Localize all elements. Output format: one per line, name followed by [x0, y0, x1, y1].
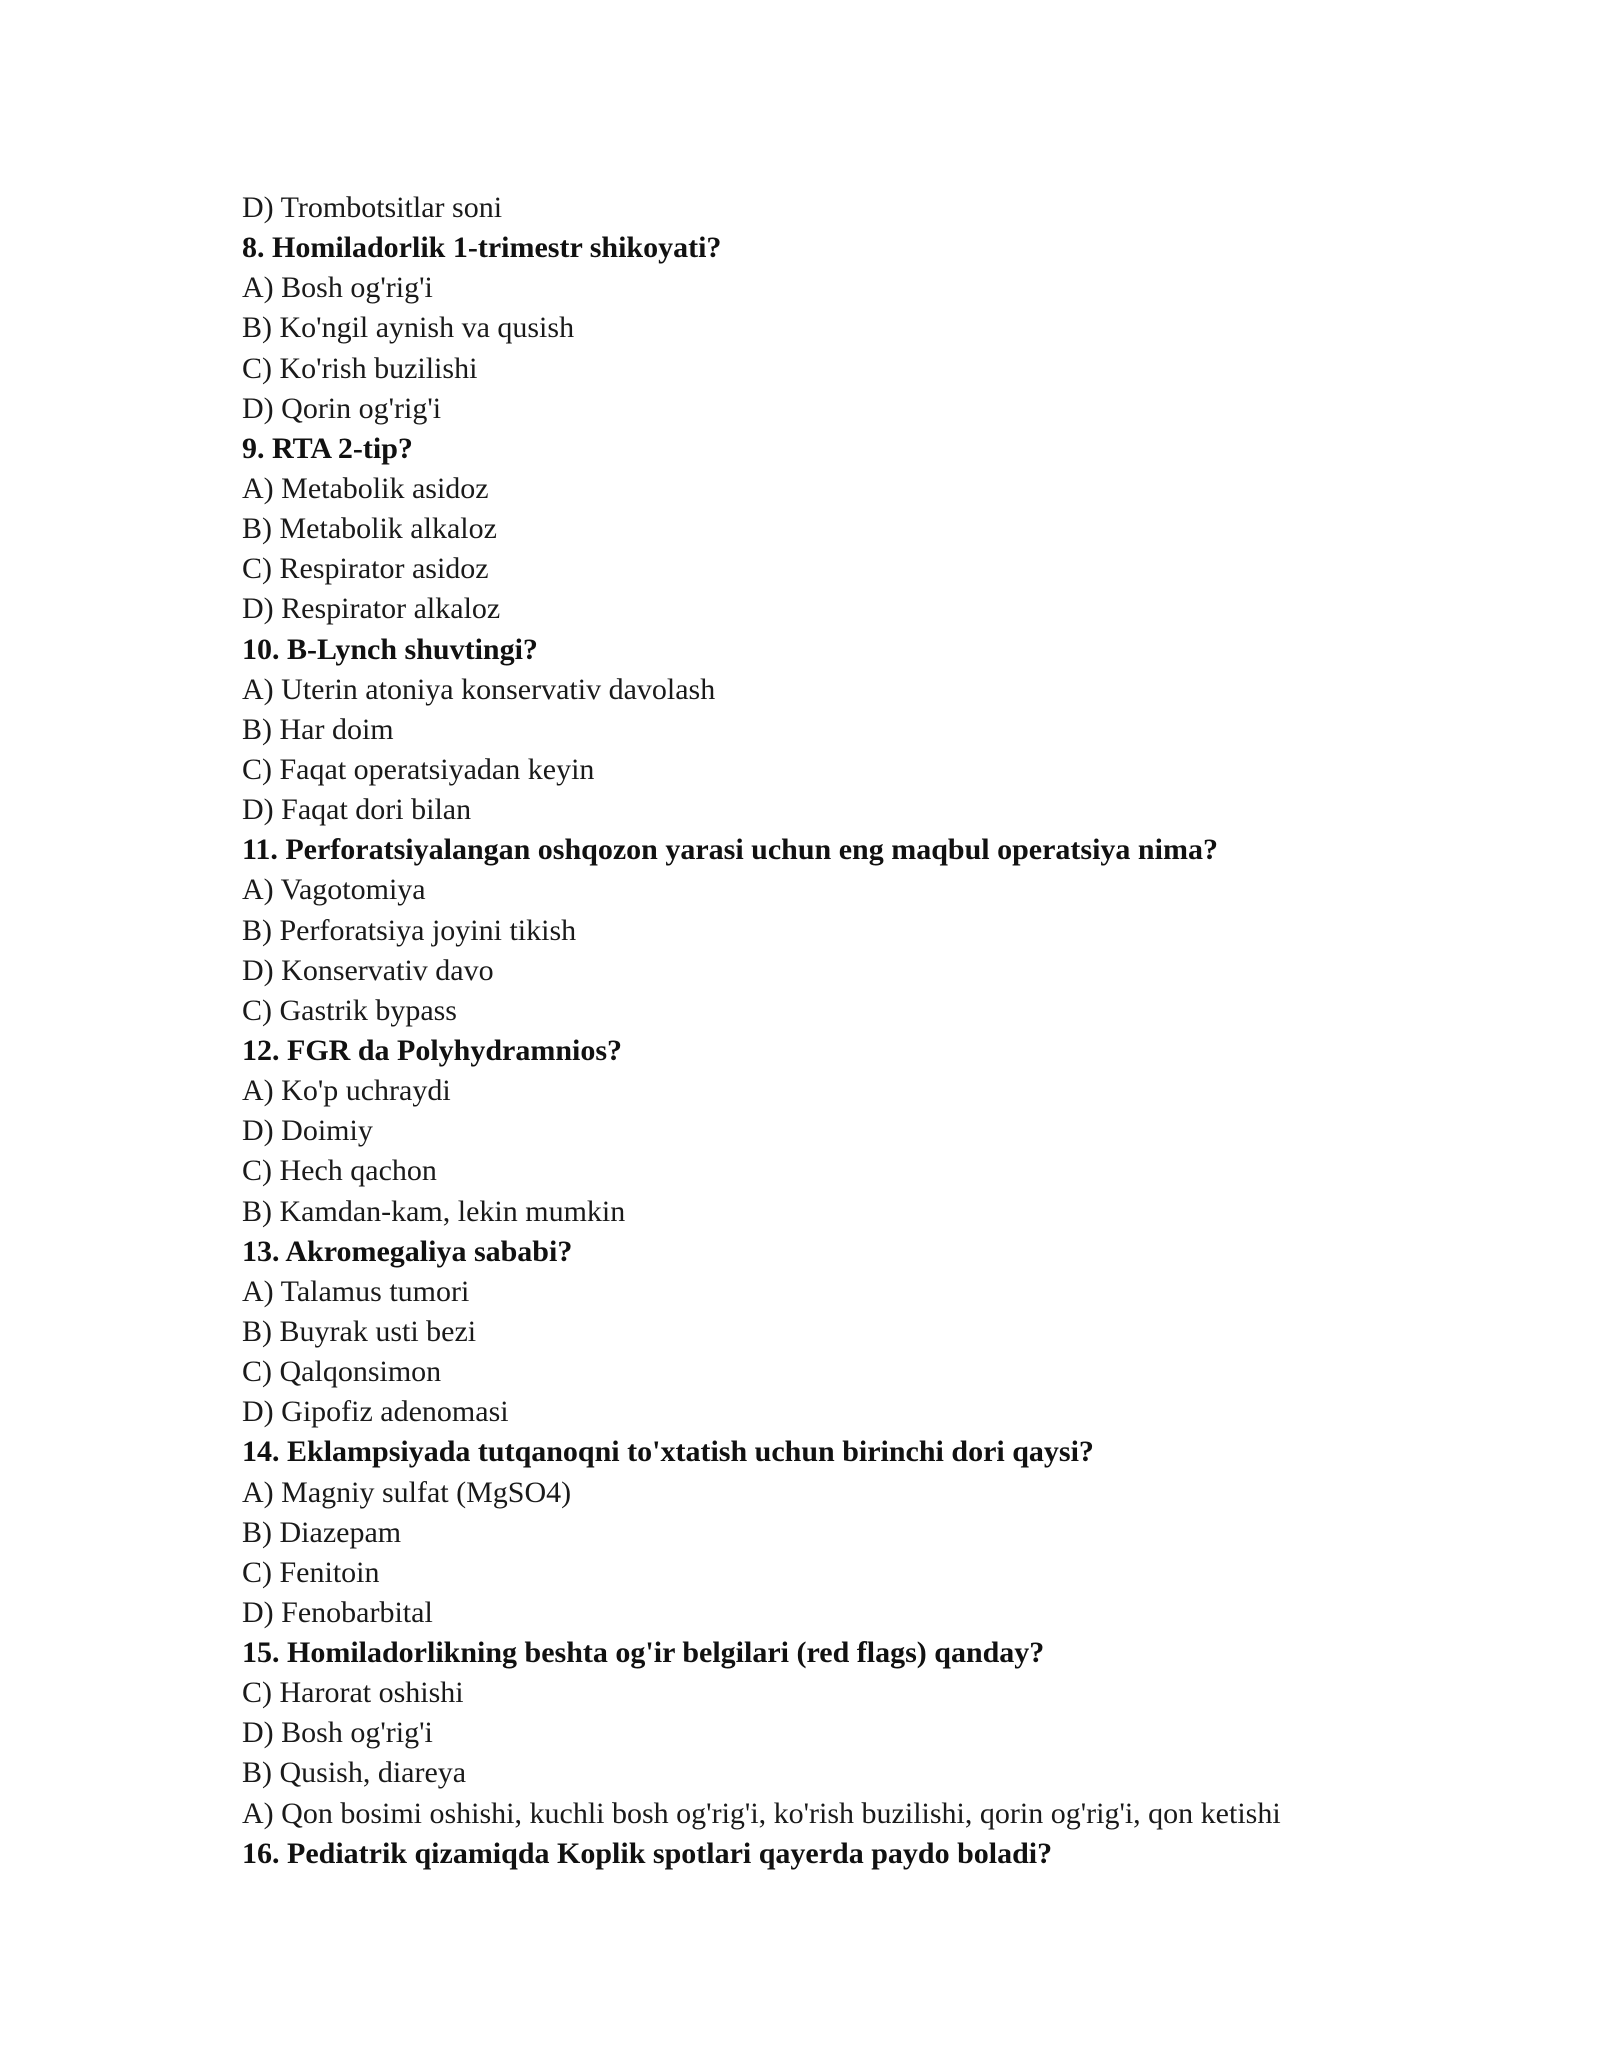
- answer-option: C) Qalqonsimon: [242, 1355, 442, 1389]
- answer-option: A) Magniy sulfat (MgSO4): [242, 1475, 572, 1509]
- answer-option: C) Faqat operatsiyadan keyin: [242, 752, 595, 786]
- answer-option: B) Har doim: [242, 712, 394, 746]
- answer-option: B) Ko'ngil aynish va qusish: [242, 311, 575, 345]
- answer-option: D) Bosh og'rig'i: [242, 1716, 433, 1750]
- answer-option: D) Fenobarbital: [242, 1595, 433, 1629]
- answer-option: D) Trombotsitlar soni: [242, 191, 503, 224]
- answer-option: A) Ko'p uchraydi: [242, 1074, 451, 1108]
- answer-option: C) Respirator asidoz: [242, 552, 489, 586]
- answer-option: A) Uterin atoniya konservativ davolash: [242, 672, 716, 706]
- question-heading: 8. Homiladorlik 1-trimestr shikoyati?: [242, 231, 722, 265]
- answer-option: B) Buyrak usti bezi: [242, 1314, 477, 1348]
- question-heading: 10. B-Lynch shuvtingi?: [242, 632, 538, 666]
- question-heading: 9. RTA 2-tip?: [242, 431, 413, 465]
- question-heading: 12. FGR da Polyhydramnios?: [242, 1033, 623, 1067]
- answer-option: D) Konservativ davo: [242, 953, 494, 987]
- answer-option: B) Metabolik alkaloz: [242, 512, 497, 546]
- question-heading: 15. Homiladorlikning beshta og'ir belgilari (red flags) qanday?: [242, 1636, 1045, 1670]
- question-heading: 14. Eklampsiyada tutqanoqni to'xtatish uchun birinchi dori qaysi?: [242, 1435, 1094, 1469]
- answer-option: B) Diazepam: [242, 1515, 402, 1549]
- answer-option: D) Doimiy: [242, 1114, 373, 1148]
- answer-option: C) Harorat oshishi: [242, 1676, 464, 1710]
- quiz-text-block: [242, 188, 1442, 1874]
- answer-option: A) Vagotomiya: [242, 873, 426, 907]
- answer-option: B) Kamdan-kam, lekin mumkin: [242, 1194, 626, 1228]
- answer-option: D) Qorin og'rig'i: [242, 391, 442, 425]
- question-heading: 11. Perforatsiyalangan oshqozon yarasi uchun eng maqbul operatsiya nima?: [242, 833, 1218, 867]
- answer-option: A) Metabolik asidoz: [242, 471, 489, 505]
- answer-option: D) Gipofiz adenomasi: [242, 1395, 509, 1429]
- answer-option: D) Respirator alkaloz: [242, 592, 501, 626]
- answer-option: C) Fenitoin: [242, 1555, 380, 1589]
- answer-option: C) Hech qachon: [242, 1154, 437, 1188]
- answer-option: A) Qon bosimi oshishi, kuchli bosh og'rig'i, ko'rish buzilishi, qorin og'rig'i, qon ketishi: [242, 1796, 1281, 1830]
- answer-option: A) Bosh og'rig'i: [242, 271, 433, 305]
- answer-option: C) Ko'rish buzilishi: [242, 351, 478, 385]
- answer-option: B) Qusish, diareya: [242, 1756, 467, 1790]
- answer-option: B) Perforatsiya joyini tikish: [242, 913, 577, 947]
- answer-option: C) Gastrik bypass: [242, 993, 457, 1027]
- question-heading: 16. Pediatrik qizamiqda Koplik spotlari qayerda paydo boladi?: [242, 1836, 1053, 1870]
- question-heading: 13. Akromegaliya sababi?: [242, 1234, 573, 1268]
- answer-option: A) Talamus tumori: [242, 1274, 470, 1308]
- answer-option: D) Faqat dori bilan: [242, 793, 472, 827]
